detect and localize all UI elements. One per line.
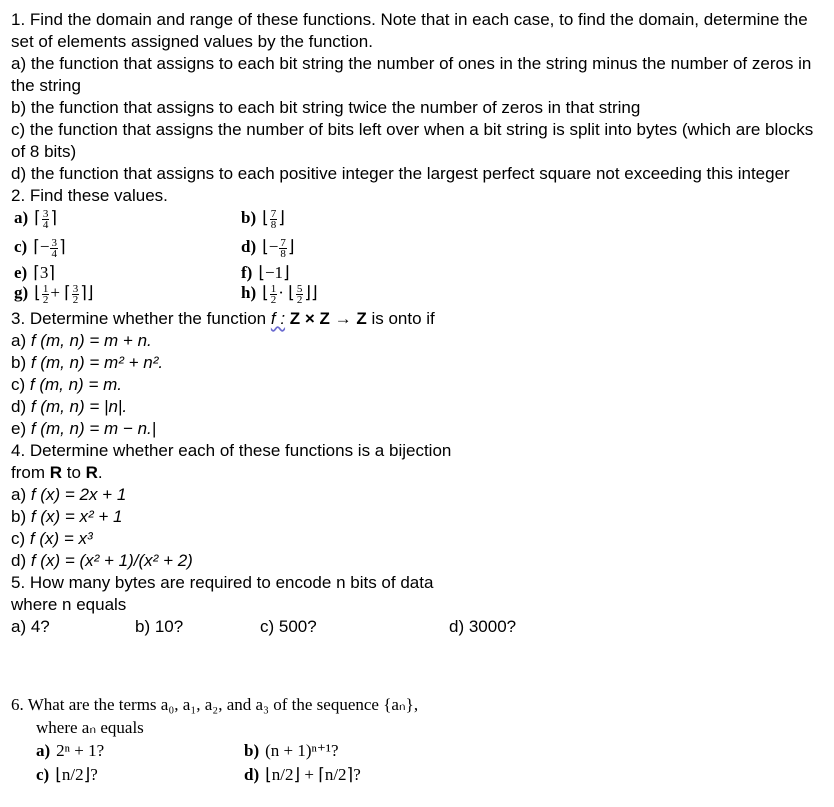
q2-item-h: h) ⌊ $\frac{1}{2}$ · ⌊ $\frac{5}{2}$ ⌋⌋ xyxy=(241,282,318,306)
q6-intro-line2: where aₙ equals xyxy=(36,718,144,737)
q2-item-d: d) ⌊− $\frac{7}{8}$ ⌋ xyxy=(241,236,295,260)
q3-part-e: e) f (m, n) = m − n.| xyxy=(11,419,157,438)
q1-intro: 1. Find the domain and range of these functions. Note that in each case, to find the domain, determine the set of elements assigned values by the function. xyxy=(11,10,808,51)
q6-item-d: d) ⌊n/2⌋ + ⌈n/2⌉? xyxy=(244,765,361,784)
q2-item-a: a) ⌈ $\frac{3}{4}$ ⌉ xyxy=(14,207,57,231)
q2-row-3 xyxy=(11,262,826,282)
problem-set xyxy=(11,9,826,638)
q4-part-a: a) f (x) = 2x + 1 xyxy=(11,485,127,504)
q3-part-d: d) f (m, n) = |n|. xyxy=(11,397,128,416)
q2-item-g: g) ⌊ $\frac{1}{2}$ + ⌈ $\frac{3}{2}$ ⌉⌋ xyxy=(14,282,94,306)
q2-row-2 xyxy=(11,236,826,262)
q5-option-c: c) 500? xyxy=(260,617,317,636)
q6-item-b: b) (n + 1)ⁿ⁺¹? xyxy=(244,741,339,760)
q4-intro-line1: 4. Determine whether each of these functions is a bijection xyxy=(11,441,452,460)
q3-part-a: a) f (m, n) = m + n. xyxy=(11,331,152,350)
q2-row-1 xyxy=(11,207,826,236)
q6-row-2 xyxy=(11,763,418,787)
q6-item-a: a) 2ⁿ + 1? xyxy=(36,741,105,760)
q5-option-d: d) 3000? xyxy=(449,617,517,636)
q2-item-f: f) ⌊−1⌋ xyxy=(241,263,290,282)
q5-intro-line2: where n equals xyxy=(11,595,127,614)
q6-intro-line1: 6. What are the terms a₀, a₁, a₂, and a₃ of the sequence {aₙ}, xyxy=(11,695,419,714)
q6-row-1 xyxy=(11,739,418,763)
q5-option-b: b) 10? xyxy=(135,617,184,636)
q1-part-a: a) the function that assigns to each bit string the number of ones in the string minus the number of zeros in the string xyxy=(11,54,812,95)
q1-part-d: d) the function that assigns to each positive integer the largest perfect square not exceeding this integer xyxy=(11,164,790,183)
q4-intro-line2: from R to R. xyxy=(11,463,103,482)
q2-intro: 2. Find these values. xyxy=(11,186,168,205)
q4-part-d: d) f (x) = (x² + 1)/(x² + 2) xyxy=(11,551,193,570)
q1-part-c: c) the function that assigns the number of bits left over when a bit string is split into bytes (which are blocks of 8 bits) xyxy=(11,120,814,161)
q5-option-a: a) 4? xyxy=(11,617,50,636)
q2-item-b: b) ⌊ $\frac{7}{8}$ ⌋ xyxy=(241,207,285,231)
q2-row-4 xyxy=(11,282,826,308)
q3-intro: 3. Determine whether the function f : Z × Z → Z is onto if xyxy=(11,309,435,328)
q3-part-b: b) f (m, n) = m² + n². xyxy=(11,353,164,372)
q6-item-c: c) ⌊n/2⌋? xyxy=(36,765,98,784)
q1-part-b: b) the function that assigns to each bit string twice the number of zeros in that string xyxy=(11,98,641,117)
q3-part-c: c) f (m, n) = m. xyxy=(11,375,122,394)
q6-block xyxy=(11,693,418,787)
q4-part-c: c) f (x) = x³ xyxy=(11,529,93,548)
q4-part-b: b) f (x) = x² + 1 xyxy=(11,507,123,526)
q5-options xyxy=(11,616,826,638)
q2-item-c: c) ⌈− $\frac{3}{4}$ ⌉ xyxy=(14,236,66,260)
q5-intro-line1: 5. How many bytes are required to encode n bits of data xyxy=(11,573,434,592)
q2-item-e: e) ⌈3⌉ xyxy=(14,263,55,282)
